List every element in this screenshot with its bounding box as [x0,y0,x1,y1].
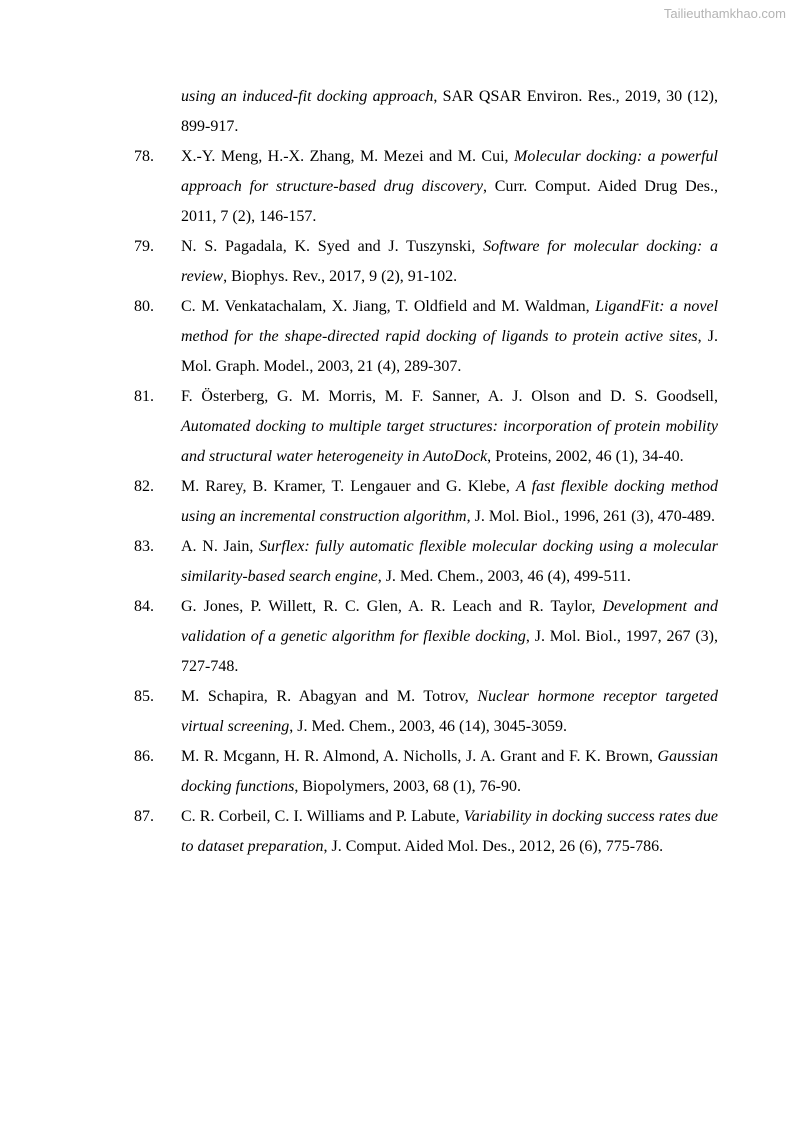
reference-source: , Curr. Comput. Aided Drug Des., 2011, 7 (2), 146-157. [181,178,718,225]
reference-item [134,682,718,742]
reference-text [181,682,718,742]
reference-authors: A. N. Jain, [181,538,260,555]
reference-title: Software for molecular docking: a review [181,238,718,285]
reference-title: LigandFit: a novel method for the shape-directed rapid docking of ligands to protein active sites [181,298,719,345]
reference-number: 87. [134,808,154,825]
reference-source: , J. Med. Chem., 2003, 46 (14), 3045-3059. [289,718,568,735]
reference-source: , J. Mol. Biol., 1997, 267 (3), 727-748. [181,628,719,675]
reference-source: , Biopolymers, 2003, 68 (1), 76-90. [294,778,521,795]
reference-authors: M. R. Mcgann, H. R. Almond, A. Nicholls, J. A. Grant and F. K. Brown, [181,748,658,765]
reference-number: 85. [134,688,154,705]
reference-authors: M. Schapira, R. Abagyan and M. Totrov, [181,688,478,705]
reference-authors: N. S. Pagadala, K. Syed and J. Tuszynski, [181,238,484,255]
reference-item [134,592,718,682]
reference-number: 84. [134,598,154,615]
reference-source: , J. Mol. Biol., 1996, 261 (3), 470-489. [466,508,716,525]
reference-text [181,742,718,802]
continued-reference [181,82,718,142]
reference-title: Variability in docking success rates due to dataset preparation [181,808,719,855]
reference-text [181,292,718,382]
reference-authors: M. Rarey, B. Kramer, T. Lengauer and G. Klebe, [181,478,517,495]
reference-authors: G. Jones, P. Willett, R. C. Glen, A. R. Leach and R. Taylor, [181,598,603,615]
reference-number: 79. [134,238,154,255]
reference-authors: F. Österberg, G. M. Morris, M. F. Sanner, A. J. Olson and D. S. Goodsell, [181,388,718,405]
reference-number: 82. [134,478,154,495]
reference-authors: X.-Y. Meng, H.-X. Zhang, M. Mezei and M. Cui, [181,148,515,165]
reference-source: , J. Comput. Aided Mol. Des., 2012, 26 (6), 775-786. [323,838,664,855]
reference-number: 78. [134,148,154,165]
reference-item [134,532,718,592]
reference-text [181,532,718,592]
reference-number: 83. [134,538,154,555]
reference-text [181,592,718,682]
reference-item [134,292,718,382]
reference-text [181,142,718,232]
reference-title: Nuclear hormone receptor targeted virtual screening [181,688,719,735]
reference-title: using an induced-fit docking approach [181,88,434,105]
reference-item [134,742,718,802]
reference-item [134,472,718,532]
reference-title: Gaussian docking functions [181,748,718,795]
reference-title: A fast flexible docking method using an incremental construction algorithm [181,478,719,525]
reference-item [134,382,718,472]
reference-authors: C. M. Venkatachalam, X. Jiang, T. Oldfield and M. Waldman, [181,298,596,315]
reference-source: , SAR QSAR Environ. Res., 2019, 30 (12), 899-917. [181,88,718,135]
reference-item [134,142,718,232]
reference-text [181,802,718,862]
reference-source: , Biophys. Rev., 2017, 9 (2), 91-102. [223,268,458,285]
reference-title: Surflex: fully automatic flexible molecular docking using a molecular similarity-based search engine [181,538,718,585]
reference-text [181,382,718,472]
watermark: Tailieuthamkhao.com [663,6,786,21]
reference-number: 86. [134,748,154,765]
reference-source: , Proteins, 2002, 46 (1), 34-40. [487,448,684,465]
reference-title: Development and validation of a genetic algorithm for flexible docking [181,598,719,645]
reference-text [181,472,718,532]
reference-authors: C. R. Corbeil, C. I. Williams and P. Labute, [181,808,464,825]
reference-title: Molecular docking: a powerful approach for structure-based drug discovery [181,148,718,195]
reference-source: , J. Med. Chem., 2003, 46 (4), 499-511. [377,568,631,585]
reference-title: Automated docking to multiple target structures: incorporation of protein mobility and structural water heterogeneity in AutoDock [181,418,718,465]
reference-text [181,232,718,292]
reference-number: 81. [134,388,154,405]
reference-list [134,142,718,862]
reference-number: 80. [134,298,154,315]
reference-item [134,802,718,862]
reference-item [134,232,718,292]
reference-source: , J. Mol. Graph. Model., 2003, 21 (4), 289-307. [181,328,718,375]
